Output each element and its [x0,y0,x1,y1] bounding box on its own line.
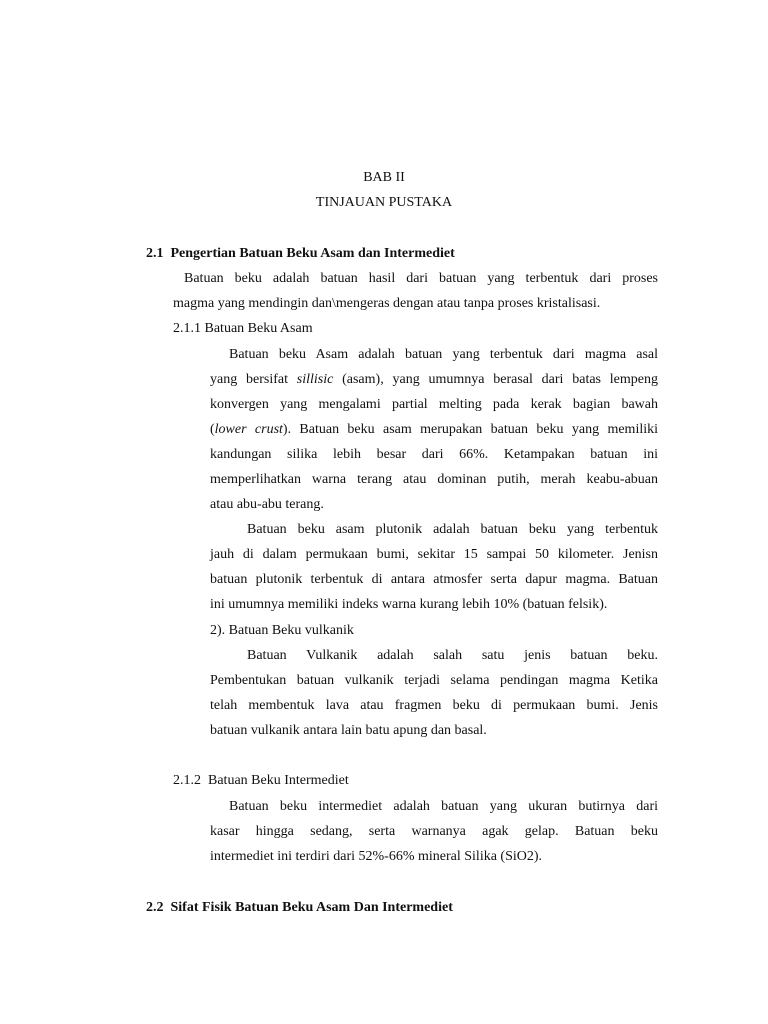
subsection-heading-vulkanik: 2). Batuan Beku vulkanik [210,623,354,638]
subsection-heading-2-1-2: 2.1.2 Batuan Beku Intermediet [173,773,349,788]
section-title: Sifat Fisik Batuan Beku Asam Dan Intermediet [170,900,453,915]
italic-term: lower crust [214,422,283,437]
paragraph-line: Batuan beku intermediet adalah batuan yang ukuran butirnya dari [229,799,658,814]
paragraph-line: kasar hingga sedang, serta warnanya agak gelap. Batuan beku [210,824,658,839]
paragraph-line: Batuan beku Asam adalah batuan yang terbentuk dari magma asal [229,347,658,362]
chapter-number: BAB II [363,170,405,185]
paragraph-line: batuan plutonik terbentuk di antara atmosfer serta dapur magma. Batuan [210,572,658,587]
section-heading-2-2 [146,898,453,918]
paragraph-line: Batuan Vulkanik adalah salah satu jenis batuan beku. [247,648,658,663]
paragraph-line: yang bersifat sillisic (asam), yang umumnya berasal dari batas lempeng [210,372,658,387]
intro-line-2: magma yang mendingin dan\mengeras dengan atau tanpa proses kristalisasi. [173,296,601,311]
paragraph-line: ini umumnya memiliki indeks warna kurang lebih 10% (batuan felsik). [210,597,608,612]
chapter-title: TINJAUAN PUSTAKA [315,195,453,210]
paragraph-line: Pembentukan batuan vulkanik terjadi selama pendingan magma Ketika [210,673,658,688]
paragraph-line: memperlihatkan warna terang atau dominan putih, merah keabu-abuan [210,472,658,487]
section-number: 2.2 [146,900,164,915]
subsection-heading-2-1-1: 2.1.1 Batuan Beku Asam [173,321,313,336]
paragraph-line: batuan vulkanik antara lain batu apung dan basal. [210,723,487,738]
section-title: Pengertian Batuan Beku Asam dan Intermediet [170,246,455,261]
section-heading-2-1 [146,244,455,264]
paragraph-line: kandungan silika lebih besar dari 66%. Ketampakan batuan ini [210,447,658,462]
paragraph-line: intermediet ini terdiri dari 52%-66% mineral Silika (SiO2). [210,849,543,864]
paragraph-line: jauh di dalam permukaan bumi, sekitar 15 sampai 50 kilometer. Jenisn [210,547,658,562]
paragraph-line: atau abu-abu terang. [210,497,324,512]
italic-term: sillisic [296,372,334,387]
paragraph-line: Batuan beku asam plutonik adalah batuan beku yang terbentuk [247,522,658,537]
paragraph-line: konvergen yang mengalami partial melting pada kerak bagian bawah [210,397,658,412]
intro-line-1: Batuan beku adalah batuan hasil dari batuan yang terbentuk dari proses [184,271,658,286]
paragraph-line: telah membentuk lava atau fragmen beku di permukaan bumi. Jenis [210,698,658,713]
section-number: 2.1 [146,246,164,261]
paragraph-line: (lower crust). Batuan beku asam merupakan batuan beku yang memiliki [210,422,659,437]
